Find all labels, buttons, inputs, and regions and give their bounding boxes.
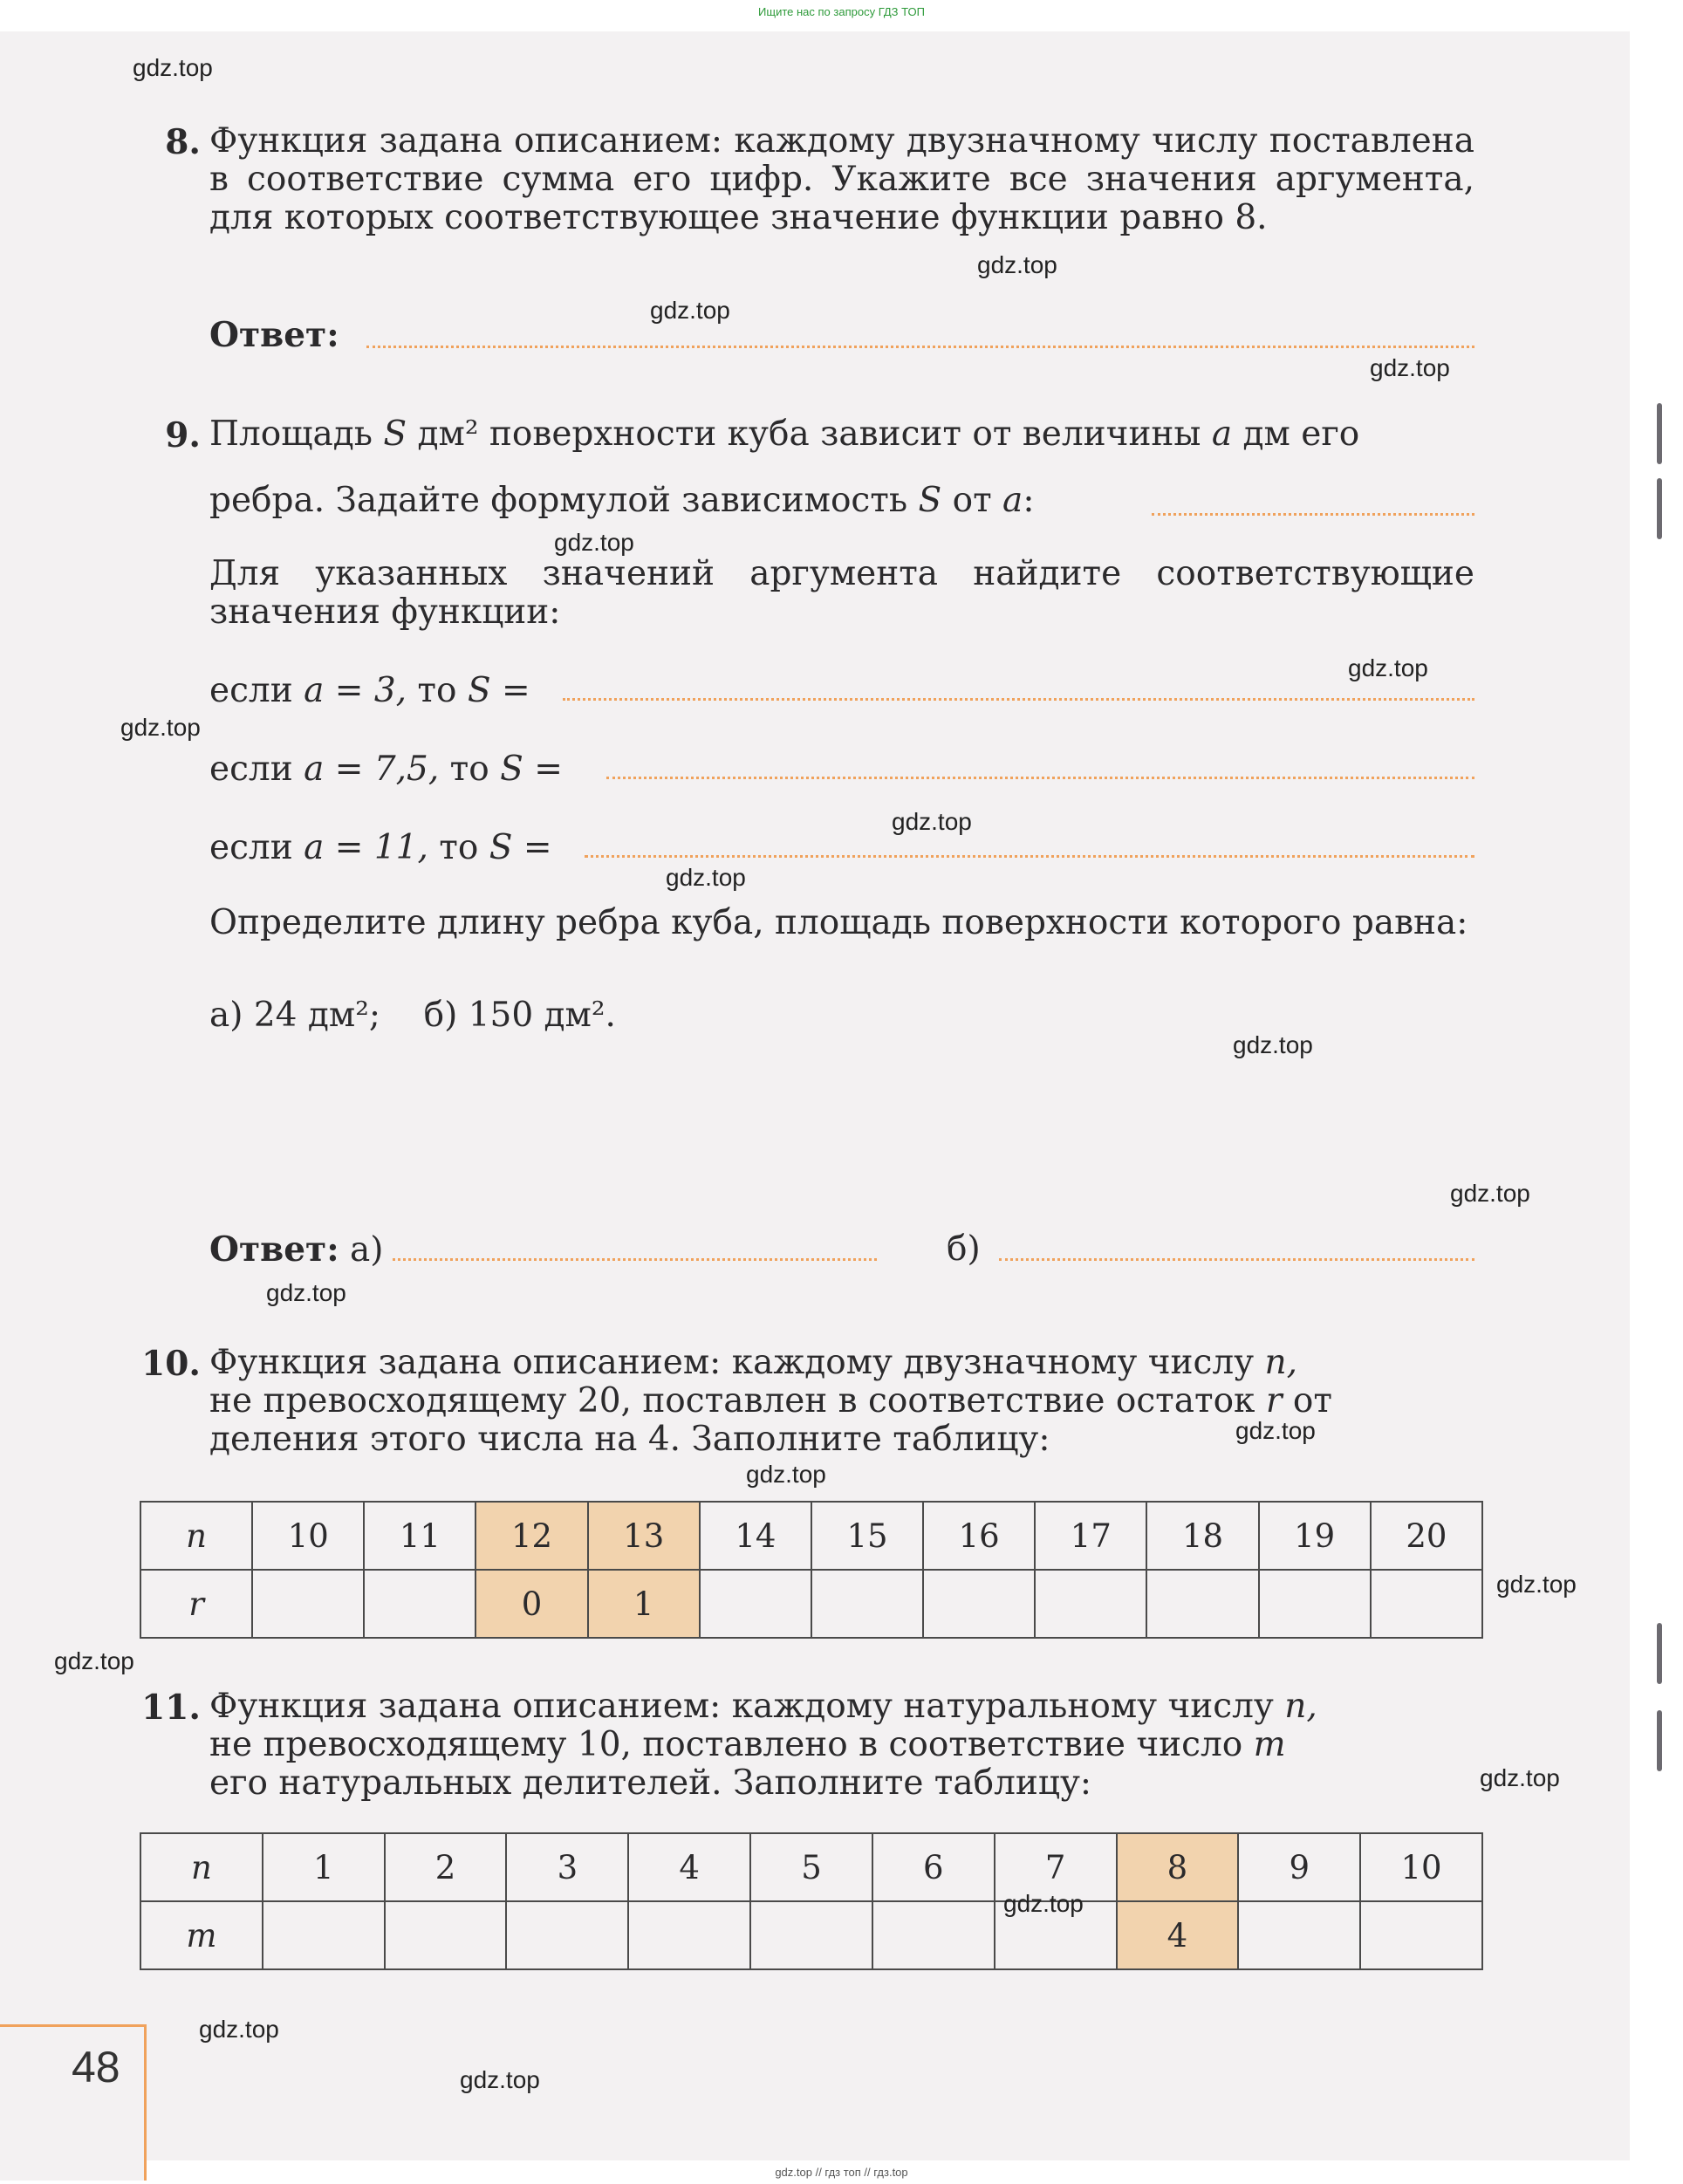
m-cell[interactable] (385, 1901, 507, 1969)
task9-case3: если a = 11, то S = (209, 828, 552, 867)
table-row-m (140, 1901, 1482, 1969)
task8-answer-label: Ответ: (209, 315, 339, 355)
watermark: gdz.top (1003, 1890, 1084, 1917)
top-banner: Ищите нас по запросу ГДЗ ТОП (758, 5, 925, 18)
answer-line[interactable] (585, 855, 1474, 858)
n-cell: 15 (811, 1502, 923, 1570)
watermark: gdz.top (554, 529, 634, 556)
n-cell: 19 (1259, 1502, 1371, 1570)
binding-mark (1657, 1710, 1662, 1771)
m-cell[interactable] (872, 1901, 995, 1969)
table-row-r (140, 1570, 1482, 1638)
task9-options: а) 24 дм²; б) 150 дм². (209, 996, 616, 1035)
n-cell: 2 (385, 1833, 507, 1901)
n-cell: 5 (750, 1833, 872, 1901)
task10-line1: Функция задана описанием: каждому двузначному числу n, (209, 1343, 1297, 1382)
r-cell[interactable] (700, 1570, 811, 1638)
n-cell: 20 (1371, 1502, 1482, 1570)
watermark: gdz.top (1496, 1571, 1577, 1598)
task9-case2: если a = 7,5, то S = (209, 750, 563, 789)
task9-edge-prompt: Определите длину ребра куба, площадь поверхности которого равна: (209, 903, 1468, 942)
r-cell[interactable] (1035, 1570, 1146, 1638)
row-label-n: n (140, 1833, 263, 1901)
r-cell[interactable]: 1 (588, 1570, 700, 1638)
binding-mark (1657, 1623, 1662, 1684)
watermark: gdz.top (1450, 1180, 1530, 1207)
task9-answer: Ответ: а) (209, 1229, 384, 1270)
table-row-n (140, 1833, 1482, 1901)
n-cell: 11 (364, 1502, 475, 1570)
n-cell: 8 (1117, 1833, 1239, 1901)
task11-number: 11. (141, 1688, 201, 1728)
r-cell[interactable] (1146, 1570, 1258, 1638)
watermark: gdz.top (1348, 654, 1428, 681)
page-number: 48 (72, 2043, 120, 2092)
r-cell[interactable] (923, 1570, 1035, 1638)
n-cell: 10 (1360, 1833, 1482, 1901)
watermark: gdz.top (460, 2066, 540, 2093)
row-label-m: m (140, 1901, 263, 1969)
watermark: gdz.top (977, 251, 1057, 278)
r-cell[interactable] (364, 1570, 475, 1638)
m-cell[interactable] (628, 1901, 750, 1969)
answer-line[interactable] (606, 777, 1474, 779)
watermark: gdz.top (54, 1647, 134, 1674)
watermark: gdz.top (199, 2016, 279, 2043)
n-cell: 17 (1035, 1502, 1146, 1570)
task11-line2: не превосходящему 10, поставлено в соответствие число m (209, 1725, 1286, 1764)
task9-number: 9. (165, 415, 201, 455)
task9-prompt: Для указанных значений аргумента найдите соответствующие значения функции: (209, 554, 1474, 632)
n-cell: 16 (923, 1502, 1035, 1570)
n-cell: 3 (506, 1833, 628, 1901)
task11-line3: его натуральных делителей. Заполните таблицу: (209, 1763, 1092, 1803)
watermark: gdz.top (666, 864, 746, 891)
task9-line1: Площадь S дм² поверхности куба зависит от величины a дм его (209, 414, 1360, 454)
n-cell: 13 (588, 1502, 700, 1570)
bottom-banner: gdz.top // гдз топ // гдз.top (775, 2166, 908, 2179)
task8-text: Функция задана описанием: каждому двузначному числу поставлена в соответствие сумма его цифр. Укажите все значения аргумента, для которых соответствующее значение функции равно 8. (209, 121, 1474, 237)
m-cell[interactable] (1238, 1901, 1360, 1969)
answer-line[interactable] (366, 346, 1474, 348)
n-cell: 7 (995, 1833, 1117, 1901)
task10-number: 10. (141, 1344, 201, 1384)
binding-mark (1657, 403, 1662, 464)
m-cell[interactable] (263, 1901, 385, 1969)
row-label-n: n (140, 1502, 252, 1570)
answer-line-a[interactable] (393, 1258, 877, 1261)
n-cell: 1 (263, 1833, 385, 1901)
watermark: gdz.top (1233, 1031, 1313, 1058)
task9-case1: если a = 3, то S = (209, 671, 530, 710)
watermark: gdz.top (650, 297, 730, 324)
m-cell[interactable] (750, 1901, 872, 1969)
r-cell[interactable] (1371, 1570, 1482, 1638)
answer-line-b[interactable] (999, 1258, 1474, 1261)
task10-table (140, 1501, 1483, 1639)
task9-answer-b-label: б) (947, 1229, 981, 1269)
r-cell[interactable] (252, 1570, 364, 1638)
n-cell: 14 (700, 1502, 811, 1570)
n-cell: 6 (872, 1833, 995, 1901)
n-cell: 18 (1146, 1502, 1258, 1570)
watermark: gdz.top (120, 714, 201, 741)
watermark: gdz.top (1480, 1764, 1560, 1791)
r-cell[interactable]: 0 (475, 1570, 587, 1638)
m-cell[interactable]: 4 (1117, 1901, 1239, 1969)
n-cell: 4 (628, 1833, 750, 1901)
formula-answer-line[interactable] (1152, 513, 1474, 516)
m-cell[interactable] (1360, 1901, 1482, 1969)
n-cell: 9 (1238, 1833, 1360, 1901)
watermark: gdz.top (1235, 1417, 1316, 1444)
n-cell: 10 (252, 1502, 364, 1570)
watermark: gdz.top (892, 808, 972, 835)
r-cell[interactable] (811, 1570, 923, 1638)
r-cell[interactable] (1259, 1570, 1371, 1638)
watermark: gdz.top (266, 1279, 346, 1306)
watermark: gdz.top (133, 54, 213, 81)
binding-mark (1657, 478, 1662, 539)
watermark: gdz.top (746, 1461, 826, 1488)
task10-line2: не превосходящему 20, поставлен в соответствие остаток r от (209, 1381, 1332, 1421)
task8-number: 8. (165, 122, 201, 162)
row-label-r: r (140, 1570, 252, 1638)
n-cell: 12 (475, 1502, 587, 1570)
task11-table (140, 1832, 1483, 1970)
task11-line1: Функция задана описанием: каждому натуральному числу n, (209, 1687, 1317, 1726)
m-cell[interactable] (506, 1901, 628, 1969)
watermark: gdz.top (1370, 354, 1450, 381)
task9-line2: ребра. Задайте формулой зависимость S от a: (209, 481, 1035, 520)
answer-line[interactable] (563, 698, 1474, 701)
task10-line3: деления этого числа на 4. Заполните таблицу: (209, 1420, 1050, 1459)
table-row-n (140, 1502, 1482, 1570)
